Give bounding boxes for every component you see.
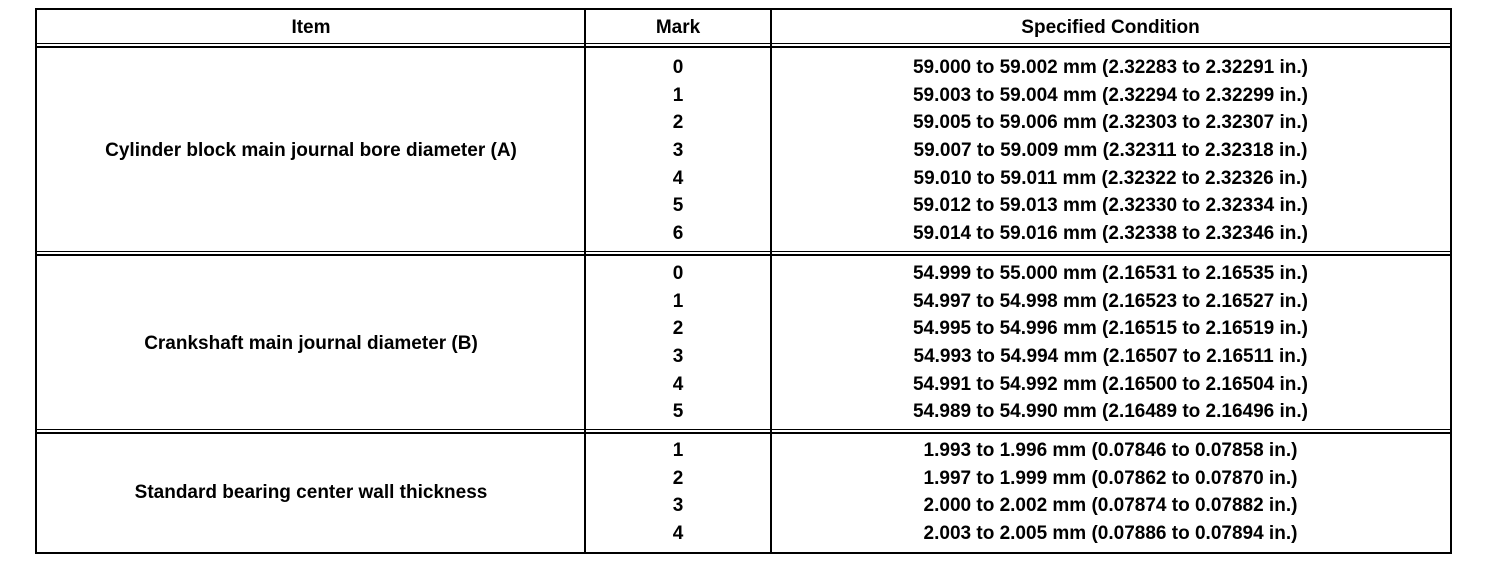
mark-value: 0 [672,57,684,78]
mark-value: 5 [672,195,684,217]
mark-value: 3 [672,495,684,517]
spec-value: 59.007 to 59.009 mm (2.32311 to 2.32318 in.) [913,140,1308,162]
header-item: Item [291,17,331,38]
mark-value: 6 [672,223,684,245]
item-cell: Standard bearing center wall thickness [134,482,488,503]
spec-value: 54.995 to 54.996 mm (2.16515 to 2.16519 in.) [912,318,1308,340]
group-divider [37,251,1450,252]
mark-value: 3 [672,346,684,368]
mark-value: 4 [672,373,684,395]
spec-value: 59.010 to 59.011 mm (2.32322 to 2.32326 in.) [913,167,1308,189]
mark-value: 1 [672,440,684,461]
mark-list [585,54,771,248]
spec-value: 54.993 to 54.994 mm (2.16507 to 2.16511 in.) [913,346,1308,368]
table-header-row [37,10,1450,48]
spec-value: 54.989 to 54.990 mm (2.16489 to 2.16496 in.) [912,401,1308,423]
spec-value: 2.003 to 2.005 mm (0.07886 to 0.07894 in.) [923,523,1298,545]
column-divider-item-mark [584,10,586,552]
spec-value: 59.012 to 59.013 mm (2.32330 to 2.32334 in.) [912,195,1308,217]
mark-value: 2 [672,467,684,489]
header-specified-condition: Specified Condition [1021,17,1200,38]
mark-value: 4 [672,523,684,545]
mark-list [585,260,771,426]
group-divider [37,429,1450,430]
spec-value: 59.005 to 59.006 mm (2.32303 to 2.32307 in.) [912,112,1308,134]
mark-value: 4 [672,167,684,189]
mark-value: 1 [672,84,684,106]
spec-value: 59.014 to 59.016 mm (2.32338 to 2.32346 in.) [912,223,1308,245]
mark-value: 2 [672,318,684,340]
mark-value: 2 [672,112,684,134]
spec-list [771,260,1450,426]
spec-list [771,437,1450,548]
spec-value: 59.000 to 59.002 mm (2.32283 to 2.32291 in.) [912,57,1308,78]
header-mark: Mark [655,17,701,38]
spec-value: 1.997 to 1.999 mm (0.07862 to 0.07870 in.) [923,467,1298,489]
spec-value: 59.003 to 59.004 mm (2.32294 to 2.32299 in.) [912,84,1308,106]
spec-value: 54.997 to 54.998 mm (2.16523 to 2.16527 in.) [912,290,1308,312]
table-row-group-cylinder-block [37,48,1450,256]
spec-value: 2.000 to 2.002 mm (0.07874 to 0.07882 in.) [923,495,1298,517]
mark-list [585,437,771,548]
header-divider [37,43,1450,44]
spec-value: 1.993 to 1.996 mm (0.07846 to 0.07858 in.) [923,440,1298,461]
spec-value: 54.991 to 54.992 mm (2.16500 to 2.16504 in.) [912,373,1308,395]
mark-value: 5 [672,401,684,423]
mark-value: 1 [672,290,684,312]
table-row-group-bearing-thickness [37,434,1450,552]
mark-value: 3 [672,140,684,162]
table-row-group-crankshaft [37,256,1450,434]
item-cell: Cylinder block main journal bore diameter (A) [105,140,517,161]
item-cell: Crankshaft main journal diameter (B) [144,333,478,354]
column-divider-mark-spec [770,10,772,552]
mark-value: 0 [672,263,684,284]
spec-list [771,54,1450,248]
spec-value: 54.999 to 55.000 mm (2.16531 to 2.16535 in.) [912,263,1308,284]
spec-table [35,8,1452,554]
